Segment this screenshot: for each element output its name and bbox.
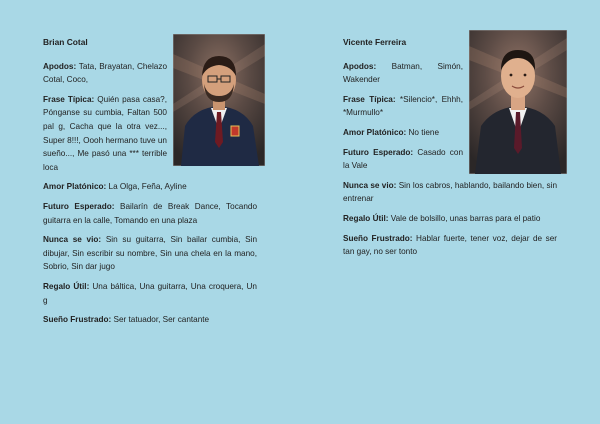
vicente-name: Vicente Ferreira (343, 37, 407, 47)
vicente-regalo-util: Regalo Útil: Vale de bolsillo, unas barras para el patio (343, 213, 541, 223)
vicente-sueno-frustrado: Sueño Frustrado: Hablar fuerte, tener voz, dejar de ser tan gay, no ser tonto (343, 233, 557, 257)
vicente-photo (469, 30, 567, 174)
profile-brian (43, 36, 257, 333)
vicente-futuro-esperado: Futuro Esperado: Casado con la Vale (343, 147, 463, 171)
profile-vicente (343, 36, 557, 265)
brian-name: Brian Cotal (43, 37, 88, 47)
brian-sueno-frustrado: Sueño Frustrado: Ser tatuador, Ser cantante (43, 315, 210, 325)
vicente-apodos: Apodos: Batman, Simón, Wakender (343, 61, 464, 85)
brian-regalo-util: Regalo Útil: Una báltica, Una guitarra, Una croquera, Un g (43, 281, 257, 305)
vicente-nunca-se-vio: Nunca se vio: Sin los cabros, hablando, bailando bien, sin entrenar (343, 180, 557, 204)
brian-frase-tipica: Frase Típica: Quién pasa casa?, Pónganse su cumbia, Faltan 500 pal g, Cacha que la otra vez..., Super 8!!!, Oooh hermano tuve un sueño..., Me pasó una *** terrible loca (43, 94, 168, 172)
vicente-frase-tipica: Frase Típica: *Silencio*, Ehhh, *Murmullo* (343, 94, 463, 118)
brian-futuro-esperado: Futuro Esperado: Bailarín de Break Dance, Tocando guitarra en la calle, Tomando en una plaza (43, 201, 258, 225)
vicente-amor-platonico: Amor Platónico: No tiene (343, 127, 440, 137)
brian-photo (173, 34, 265, 166)
brian-nunca-se-vio: Nunca se vio: Sin su guitarra, Sin bailar cumbia, Sin dibujar, Sin escribir su nombre, Sin una chela en la mano, Sobrio, Sin dar jugo (43, 235, 257, 272)
brian-apodos: Apodos: Tata, Brayatan, Chelazo Cotal, Coco, (43, 61, 167, 85)
brian-amor-platonico: Amor Platónico: La Olga, Feña, Ayline (43, 182, 187, 192)
